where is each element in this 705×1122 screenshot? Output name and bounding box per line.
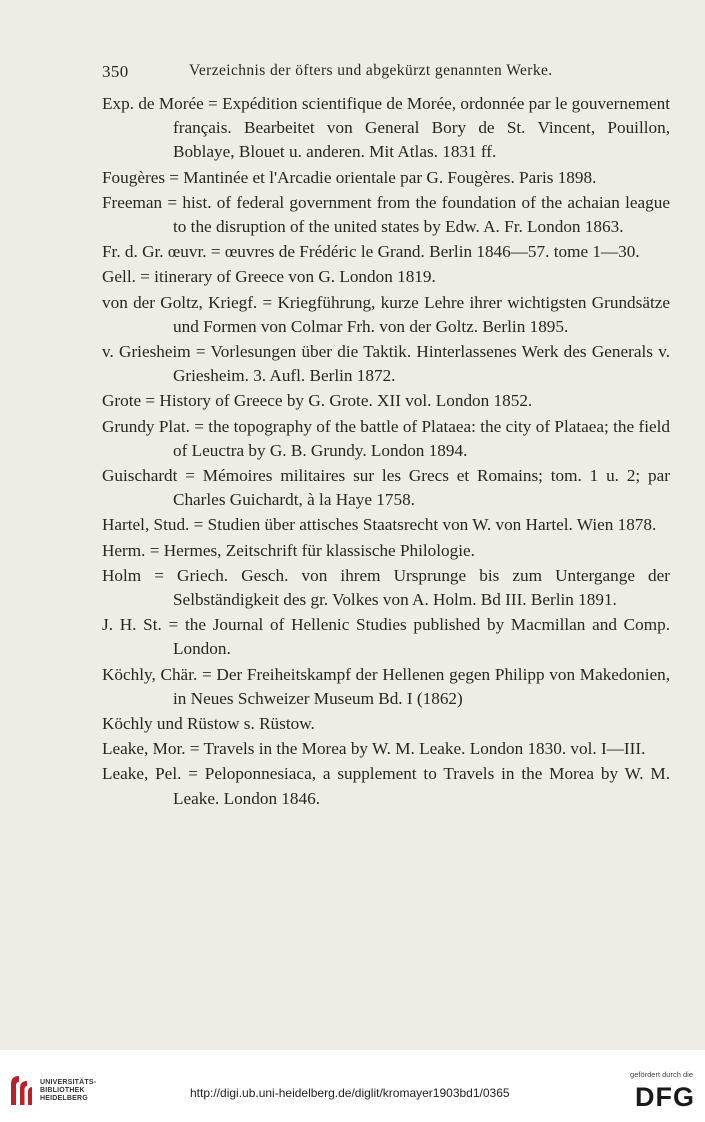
bibliography-entry: Grote = History of Greece by G. Grote. XII vol. London 1852. (102, 391, 533, 411)
library-name (40, 1079, 96, 1103)
bibliography-entry: Grundy Plat. = the topography of the battle of Plataea: the city of Plataea; the field of Leuctra by G. B. Grundy. London 1894. (102, 416, 670, 460)
bibliography-entry: Holm = Griech. Gesch. von ihrem Ursprunge bis zum Untergange der Selbständigkeit des gr. Volkes von A. Holm. Bd III. Berlin 1891. (102, 565, 670, 610)
bibliography-entry: Gell. = itinerary of Greece von G. London 1819. (102, 267, 436, 287)
digitization-footer (0, 1050, 705, 1122)
bibliography-entry: Köchly und Rüstow s. Rüstow. (102, 714, 315, 734)
page-number: 350 (102, 62, 129, 81)
bibliography-entry: Exp. de Morée = Expédition scientifique de Morée, ordonnée par le gouvernement français. Bearbeitet von General Bory de St. Vincent, Pouillon, Boblaye, Blouet u. anderen. Mit Atlas. 1831 ff. (102, 94, 670, 162)
bibliography-entry: Leake, Mor. = Travels in the Morea by W. M. Leake. London 1830. vol. I—III. (102, 739, 646, 759)
library-name-line: HEIDELBERG (40, 1095, 88, 1102)
running-head (102, 62, 662, 86)
bibliography-list (102, 92, 670, 812)
funded-by-label: gefördert durch die (630, 1070, 693, 1079)
bibliography-entry: Hartel, Stud. = Studien über attisches Staatsrecht von W. von Hartel. Wien 1878. (102, 515, 657, 535)
bibliography-entry: Fr. d. Gr. œuvr. = œuvres de Frédéric le Grand. Berlin 1846—57. tome 1—30. (102, 242, 640, 262)
bibliography-entry: Fougères = Mantinée et l'Arcadie orientale par G. Fougères. Paris 1898. (102, 167, 597, 187)
library-name-line: UNIVERSITÄTS- (40, 1079, 97, 1086)
permalink-url[interactable]: http://digi.ub.uni-heidelberg.de/diglit/kromayer1903bd1/0365 (190, 1086, 510, 1100)
bibliography-entry: J. H. St. = the Journal of Hellenic Studies published by Macmillan and Comp. London. (102, 615, 670, 659)
bibliography-entry: Freeman = hist. of federal government from the foundation of the achaian league to the disruption of the united states by Edw. A. Fr. London 1863. (102, 192, 670, 237)
dfg-logo: DFG (635, 1082, 695, 1112)
library-logo-icon (8, 1072, 34, 1108)
bibliography-entry: von der Goltz, Kriegf. = Kriegführung, kurze Lehre ihrer wichtigsten Grundsätze und Formen von Colmar Frh. von der Goltz. Berlin 1895. (102, 292, 670, 336)
bibliography-entry: v. Griesheim = Vorlesungen über die Taktik. Hinterlassenes Werk des Generals v. Griesheim. 3. Aufl. Berlin 1872. (102, 342, 670, 386)
bibliography-entry: Köchly, Chär. = Der Freiheitskampf der Hellenen gegen Philipp von Makedonien, in Neues Schweizer Museum Bd. I (1862) (102, 664, 670, 708)
library-name-line: BIBLIOTHEK (40, 1087, 85, 1094)
bibliography-entry: Leake, Pel. = Peloponnesiaca, a supplement to Travels in the Morea by W. M. Leake. London 1846. (102, 764, 670, 808)
bibliography-entry: Guischardt = Mémoires militaires sur les Grecs et Romains; tom. 1 u. 2; par Charles Guichardt, à la Haye 1758. (102, 466, 670, 510)
bibliography-entry: Herm. = Hermes, Zeitschrift für klassische Philologie. (102, 540, 475, 560)
page-title: Verzeichnis der öfters und abgekürzt genannten Werke. (189, 62, 553, 79)
